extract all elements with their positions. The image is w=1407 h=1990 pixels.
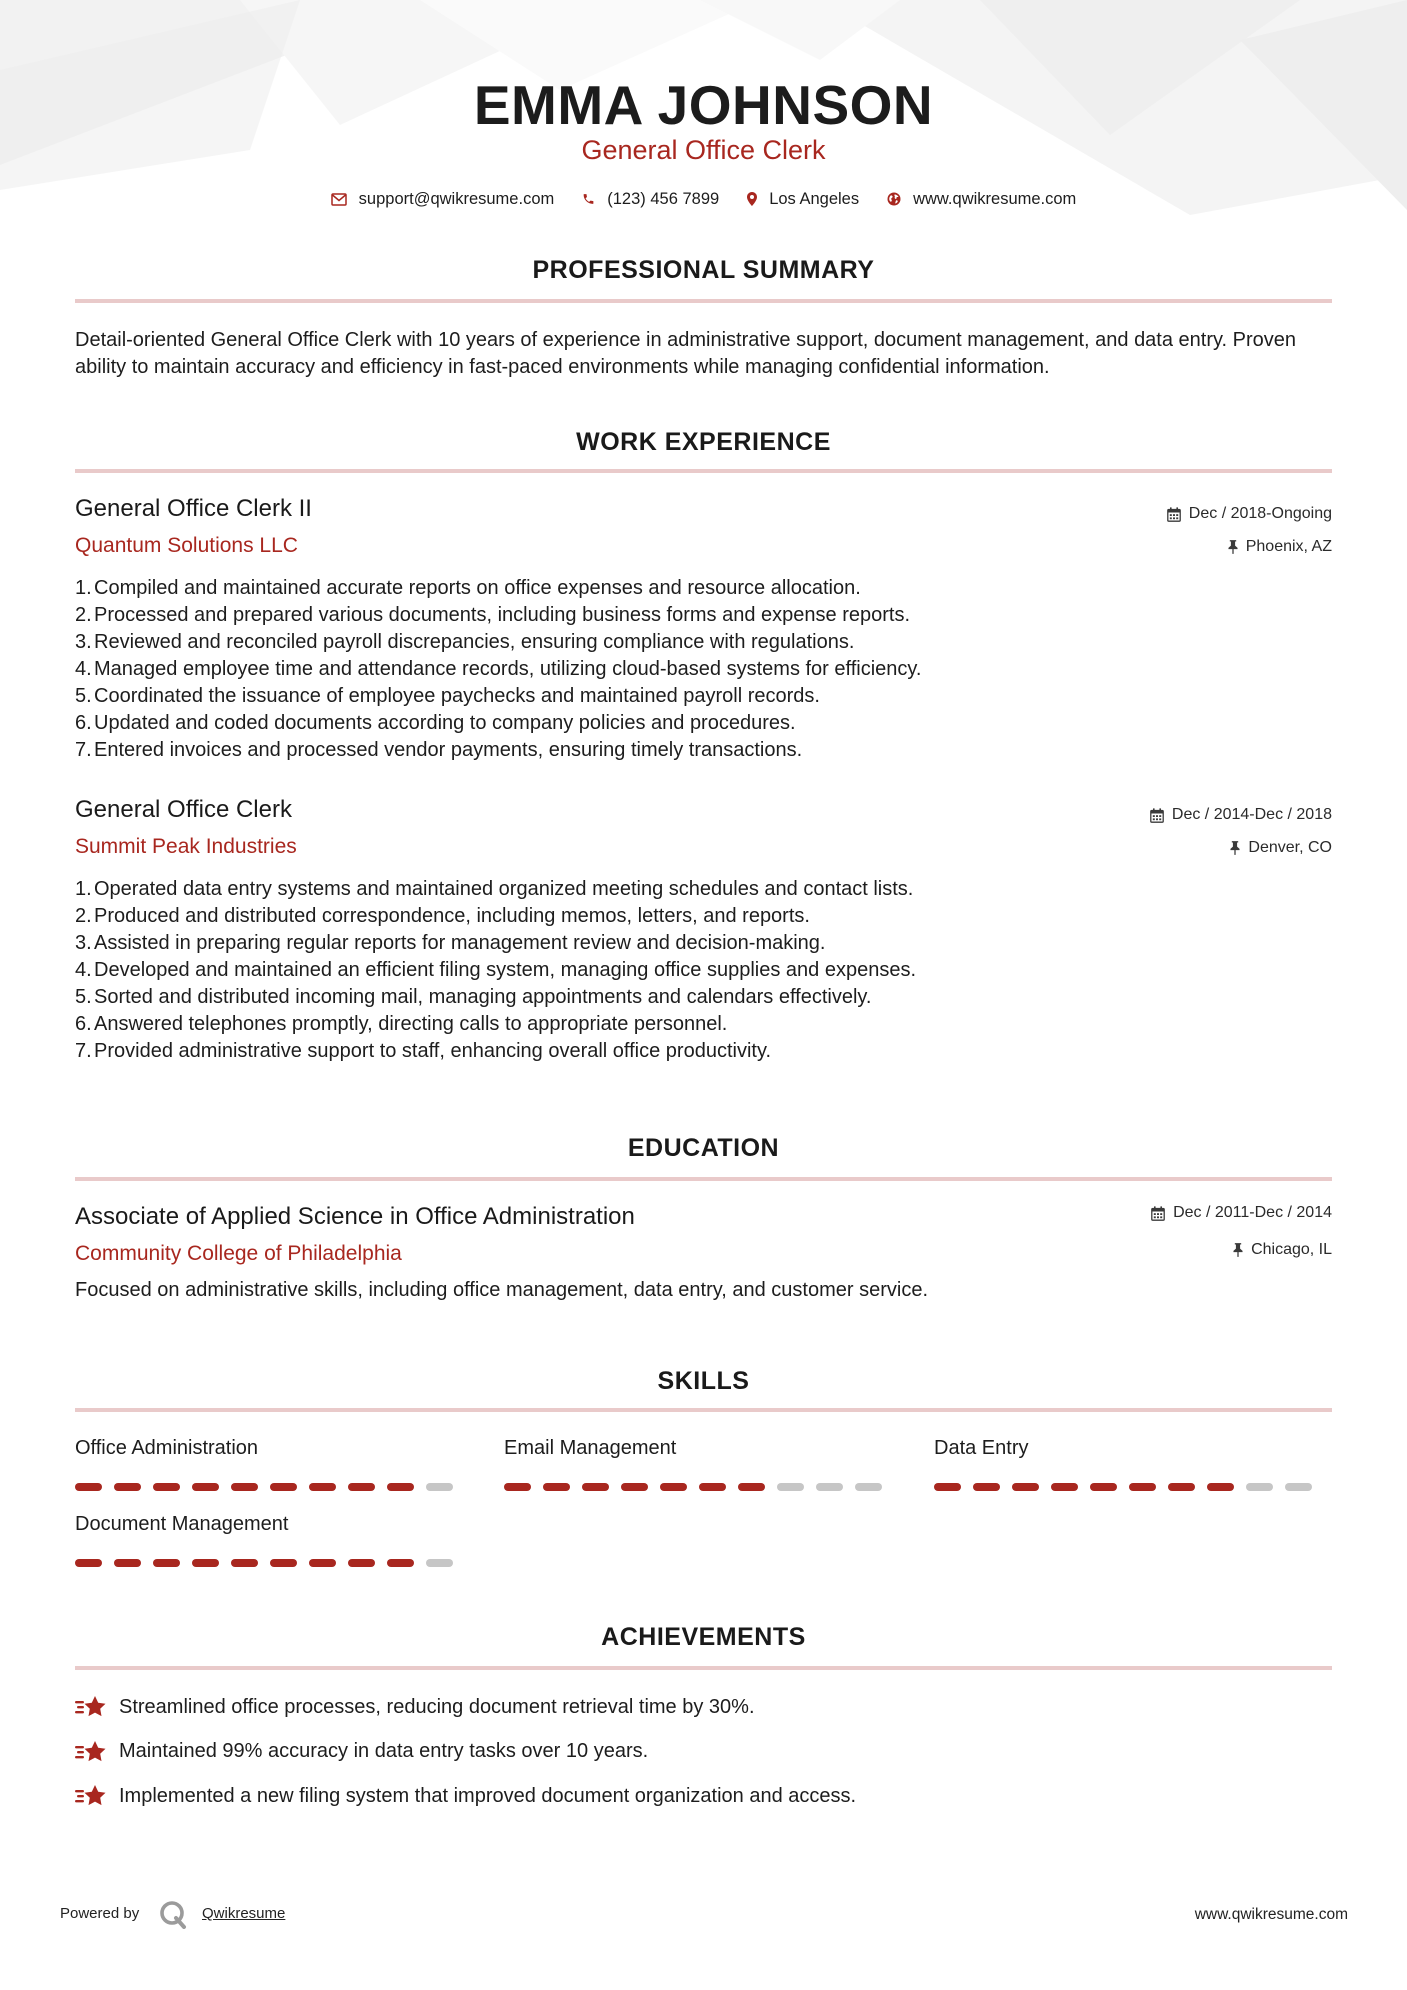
list-item: Processed and prepared various documents, including business forms and expense reports.: [94, 604, 911, 626]
skill-dash-filled: [738, 1483, 765, 1491]
skill-dash-filled: [348, 1559, 375, 1567]
dates-text: Dec / 2011-Dec / 2014: [1173, 1204, 1332, 1221]
skill-dash-filled: [504, 1483, 531, 1491]
achievement-item: [75, 1730, 1332, 1775]
section-heading-education: EDUCATION: [627, 1134, 780, 1162]
responsibilities-list: [75, 575, 1332, 764]
skill-dash-filled: [309, 1559, 336, 1567]
list-item: Reviewed and reconciled payroll discrepancies, ensuring compliance with regulations.: [94, 631, 855, 653]
achievement-text: Maintained 99% accuracy in data entry tasks over 10 years.: [119, 1740, 649, 1763]
achievement-item: [75, 1774, 1332, 1819]
location-text: Chicago, IL: [1251, 1241, 1332, 1258]
skill-dash-filled: [75, 1483, 102, 1491]
skill-dash-filled: [114, 1483, 141, 1491]
education-location: [1233, 1240, 1332, 1260]
envelope-icon: [331, 193, 347, 206]
skill-dash-filled: [153, 1559, 180, 1567]
skill-dash-filled: [270, 1483, 297, 1491]
section-heading-skills: SKILLS: [657, 1367, 750, 1395]
contact-bar: [0, 188, 1407, 210]
skill-dash-filled: [231, 1483, 258, 1491]
skill-dash-filled: [934, 1483, 961, 1491]
skill-dash-filled: [660, 1483, 687, 1491]
skill-dash-filled: [387, 1559, 414, 1567]
dates-text: Dec / 2018-Ongoing: [1188, 505, 1332, 522]
skill-dash-filled: [582, 1483, 609, 1491]
list-item: Operated data entry systems and maintained organized meeting schedules and contact lists.: [94, 878, 914, 900]
skill-dash-empty: [426, 1483, 453, 1491]
skill-dash-filled: [387, 1483, 414, 1491]
skill-dash-empty: [1246, 1483, 1273, 1491]
skill-dash-empty: [777, 1483, 804, 1491]
job-dates: [1150, 805, 1332, 825]
email-text: support@qwikresume.com: [358, 190, 555, 208]
education-description: Focused on administrative skills, including office management, data entry, and customer service.: [75, 1279, 929, 1301]
contact-website: [887, 188, 1076, 210]
skill-dash-filled: [699, 1483, 726, 1491]
phone-icon: [582, 192, 595, 206]
skill-level-meter: [75, 1559, 453, 1567]
section-heading-experience: WORK EXPERIENCE: [576, 428, 831, 456]
candidate-job-title: General Office Clerk: [581, 135, 826, 165]
education-dates: [1151, 1203, 1332, 1223]
list-item: Answered telephones promptly, directing calls to appropriate personnel.: [94, 1013, 728, 1035]
location-text: Los Angeles: [769, 190, 860, 208]
job-dates: [1167, 504, 1332, 524]
location-text: Phoenix, AZ: [1245, 538, 1332, 555]
skill-name: Email Management: [504, 1437, 677, 1459]
skill-dash-filled: [231, 1559, 258, 1567]
candidate-name: EMMA JOHNSON: [473, 74, 934, 136]
achievement-text: Implemented a new filing system that improved document organization and access.: [119, 1784, 857, 1807]
list-item: Sorted and distributed incoming mail, managing appointments and calendars effectively.: [94, 986, 872, 1008]
job-entry: [75, 495, 1332, 761]
skill-dash-empty: [1285, 1483, 1312, 1491]
skill-dash-filled: [1012, 1483, 1039, 1491]
section-divider: [75, 1177, 1332, 1181]
star-achievement-icon: [75, 1694, 107, 1720]
pushpin-icon: [1230, 841, 1240, 855]
skill-dash-filled: [153, 1483, 180, 1491]
job-entry: [75, 796, 1332, 1062]
skill-dash-filled: [621, 1483, 648, 1491]
skill-level-meter: [75, 1483, 453, 1491]
section-heading-summary: PROFESSIONAL SUMMARY: [532, 256, 875, 284]
job-position-title: General Office Clerk II: [75, 495, 312, 522]
skill-dash-filled: [973, 1483, 1000, 1491]
list-item: Produced and distributed correspondence, including memos, letters, and reports.: [94, 905, 810, 927]
skill-dash-filled: [270, 1559, 297, 1567]
section-divider: [75, 1408, 1332, 1412]
globe-icon: [887, 192, 901, 206]
footer-website: www.qwikresume.com: [1194, 1906, 1348, 1923]
calendar-icon: [1150, 808, 1164, 823]
contact-email: [331, 188, 555, 210]
list-item: Provided administrative support to staff, enhancing overall office productivity.: [94, 1040, 772, 1062]
skill-dash-empty: [426, 1559, 453, 1567]
pushpin-icon: [1228, 540, 1238, 554]
calendar-icon: [1167, 507, 1181, 522]
skill-dash-filled: [114, 1559, 141, 1567]
map-marker-icon: [747, 192, 757, 206]
company-name: Summit Peak Industries: [75, 835, 297, 858]
skill-item: [504, 1435, 904, 1499]
qwikresume-logo-icon: [158, 1899, 188, 1929]
list-item: Managed employee time and attendance records, utilizing cloud-based systems for efficiency.: [94, 658, 922, 680]
skill-name: Document Management: [75, 1513, 289, 1535]
section-divider: [75, 469, 1332, 473]
company-name: Quantum Solutions LLC: [75, 534, 298, 557]
footer-brand-link[interactable]: Qwikresume: [202, 1905, 286, 1922]
skill-dash-filled: [1090, 1483, 1117, 1491]
calendar-icon: [1151, 1206, 1165, 1221]
contact-phone: [582, 188, 719, 210]
pushpin-icon: [1233, 1243, 1243, 1257]
skill-dash-filled: [192, 1559, 219, 1567]
skill-dash-filled: [1207, 1483, 1234, 1491]
list-item: Developed and maintained an efficient filing system, managing office supplies and expenses.: [94, 959, 917, 981]
job-position-title: General Office Clerk: [75, 796, 292, 823]
phone-text: (123) 456 7899: [607, 190, 720, 208]
skill-level-meter: [504, 1483, 882, 1491]
dates-text: Dec / 2014-Dec / 2018: [1171, 806, 1332, 823]
skill-dash-filled: [75, 1559, 102, 1567]
skill-item: [75, 1435, 475, 1499]
skill-dash-filled: [543, 1483, 570, 1491]
skill-dash-filled: [192, 1483, 219, 1491]
skill-item: [75, 1511, 475, 1575]
achievement-text: Streamlined office processes, reducing document retrieval time by 30%.: [119, 1695, 755, 1718]
school-name: Community College of Philadelphia: [75, 1242, 402, 1265]
website-text: www.qwikresume.com: [913, 190, 1077, 208]
list-item: Coordinated the issuance of employee paychecks and maintained payroll records.: [94, 685, 820, 707]
list-item: Entered invoices and processed vendor payments, ensuring timely transactions.: [94, 739, 803, 761]
skill-dash-empty: [855, 1483, 882, 1491]
star-achievement-icon: [75, 1783, 107, 1809]
skill-dash-filled: [309, 1483, 336, 1491]
achievements-list: [75, 1685, 1332, 1819]
list-item: Assisted in preparing regular reports for management review and decision-making.: [94, 932, 826, 954]
list-item: Updated and coded documents according to company policies and procedures.: [94, 712, 796, 734]
section-heading-achievements: ACHIEVEMENTS: [601, 1623, 806, 1651]
skill-dash-empty: [816, 1483, 843, 1491]
skill-name: Office Administration: [75, 1437, 259, 1459]
job-location: [1228, 537, 1332, 557]
summary-text: Detail-oriented General Office Clerk with 10 years of experience in administrative support, document management, and data entry. Proven ability to maintain accuracy and efficiency in fast-paced environments while managing confidential information.: [75, 329, 1297, 378]
contact-location: [747, 188, 859, 210]
skill-item: [934, 1435, 1334, 1499]
job-location: [1230, 838, 1332, 858]
skill-dash-filled: [348, 1483, 375, 1491]
section-divider: [75, 299, 1332, 303]
skill-level-meter: [934, 1483, 1312, 1491]
location-text: Denver, CO: [1248, 839, 1332, 856]
degree-title: Associate of Applied Science in Office Administration: [75, 1203, 635, 1230]
skill-dash-filled: [1051, 1483, 1078, 1491]
skill-dash-filled: [1129, 1483, 1156, 1491]
footer-powered-by: Powered by: [60, 1905, 140, 1922]
skill-dash-filled: [1168, 1483, 1195, 1491]
section-divider: [75, 1666, 1332, 1670]
responsibilities-list: [75, 876, 1332, 1065]
skill-name: Data Entry: [934, 1437, 1029, 1459]
achievement-item: [75, 1685, 1332, 1730]
list-item: Compiled and maintained accurate reports on office expenses and resource allocation.: [94, 577, 861, 599]
star-achievement-icon: [75, 1739, 107, 1765]
education-entry: [75, 1203, 1332, 1313]
